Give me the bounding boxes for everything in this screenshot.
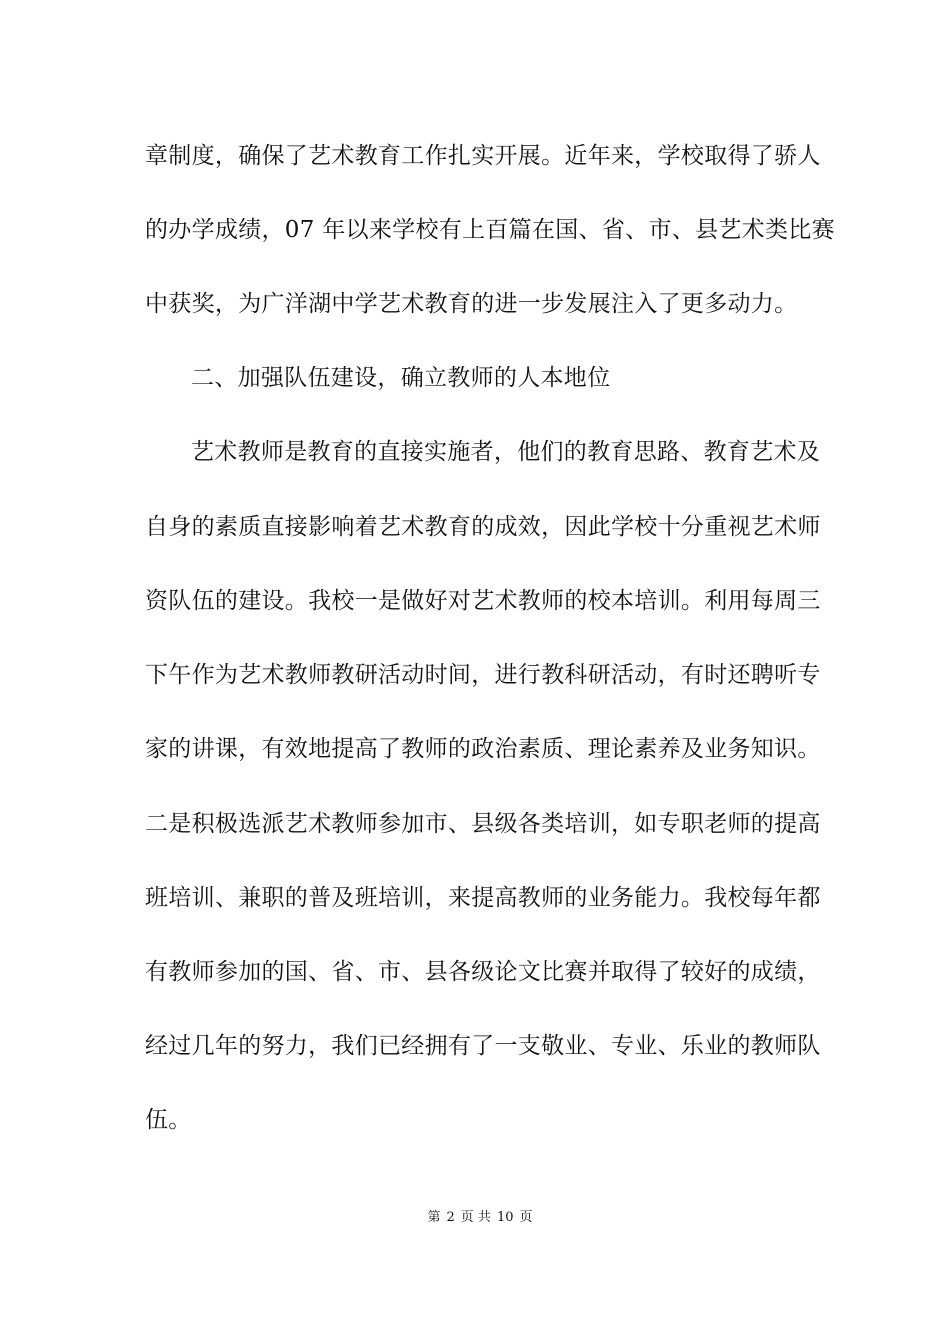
- text-line: 下午作为艺术教师教研活动时间，进行教科研活动，有时还聘听专: [145, 662, 821, 688]
- text-line: 家的讲课，有效地提高了教师的政治素质、理论素养及业务知识。: [145, 736, 821, 762]
- footer-prefix: 第: [427, 1210, 441, 1225]
- page-footer: [0, 1208, 950, 1228]
- footer-current-page: 2: [446, 1210, 455, 1225]
- text-line: 章制度，确保了艺术教育工作扎实开展。近年来，学校取得了骄人: [145, 143, 821, 169]
- text-line: 班培训、兼职的普及班培训，来提高教师的业务能力。我校每年都: [145, 885, 821, 911]
- text-line: 中获奖，为广洋湖中学艺术教育的进一步发展注入了更多动力。: [145, 291, 798, 317]
- footer-total-pages: 10: [496, 1210, 514, 1225]
- text-line: 艺术教师是教育的直接实施者，他们的教育思路、教育艺术及: [191, 439, 821, 465]
- footer-suffix: 页: [519, 1210, 533, 1225]
- section-heading: 二、加强队伍建设，确立教师的人本地位: [191, 365, 611, 391]
- text-line: 二是积极选派艺术教师参加市、县级各类培训，如专职老师的提高: [145, 811, 821, 837]
- text-line: 的办学成绩，07 年以来学校有上百篇在国、省、市、县艺术类比赛: [145, 217, 835, 243]
- footer-middle: 页 共: [460, 1210, 491, 1225]
- text-line: 伍。: [145, 1107, 192, 1133]
- text-line: 经过几年的努力，我们已经拥有了一支敬业、专业、乐业的教师队: [145, 1033, 821, 1059]
- text-line: 有教师参加的国、省、市、县各级论文比赛并取得了较好的成绩，: [145, 959, 821, 985]
- text-line: 自身的素质直接影响着艺术教育的成效，因此学校十分重视艺术师: [145, 514, 821, 540]
- text-line: 资队伍的建设。我校一是做好对艺术教师的校本培训。利用每周三: [145, 588, 821, 614]
